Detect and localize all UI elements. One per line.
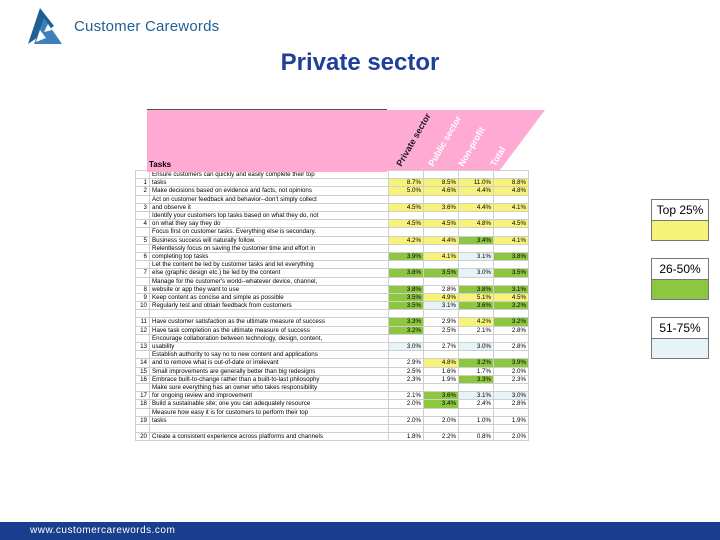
value-cell: 2.0% xyxy=(389,416,424,424)
value-cell xyxy=(389,277,424,285)
value-cell: 1.7% xyxy=(459,367,494,375)
brand-logo xyxy=(28,6,219,46)
value-cell xyxy=(424,212,459,220)
value-cell xyxy=(424,334,459,342)
value-cell: 4.1% xyxy=(494,236,529,244)
logo-triangle-icon xyxy=(28,6,68,46)
task-cell: Create a consistent experience across platforms and channels xyxy=(150,433,389,441)
legend-swatch xyxy=(652,221,708,240)
row-number: 17 xyxy=(136,392,150,400)
value-cell xyxy=(424,244,459,252)
task-cell: Let the content be led by customer tasks and let everything xyxy=(150,261,389,269)
value-cell: 2.0% xyxy=(494,367,529,375)
value-cell: 3.0% xyxy=(459,343,494,351)
row-number xyxy=(136,310,150,318)
value-cell: 1.8% xyxy=(389,433,424,441)
page-title: Private sector xyxy=(280,49,440,76)
tasks-table xyxy=(135,108,529,441)
value-cell: 5.0% xyxy=(389,187,424,195)
value-cell xyxy=(424,195,459,203)
value-cell: 2.8% xyxy=(494,400,529,408)
value-cell xyxy=(459,425,494,433)
table-header xyxy=(135,108,510,170)
value-cell: 4.8% xyxy=(424,359,459,367)
value-cell: 4.5% xyxy=(424,220,459,228)
table-row xyxy=(136,179,529,187)
value-cell: 3.8% xyxy=(389,285,424,293)
value-cell xyxy=(494,384,529,392)
value-cell: 2.0% xyxy=(389,400,424,408)
value-cell: 3.0% xyxy=(389,343,424,351)
value-cell xyxy=(494,334,529,342)
value-cell xyxy=(424,261,459,269)
legend-swatch xyxy=(652,280,708,299)
value-cell: 4.5% xyxy=(494,294,529,302)
value-cell: 3.2% xyxy=(459,359,494,367)
value-cell xyxy=(459,334,494,342)
value-cell xyxy=(389,228,424,236)
value-cell: 3.6% xyxy=(424,203,459,211)
value-cell: 2.5% xyxy=(424,326,459,334)
column-header: Non-profit xyxy=(456,125,487,168)
task-cell xyxy=(150,425,389,433)
value-cell xyxy=(494,310,529,318)
table-row xyxy=(136,236,529,244)
task-cell: on what they say they do xyxy=(150,220,389,228)
table-row xyxy=(136,343,529,351)
value-cell: 3.1% xyxy=(459,392,494,400)
value-cell: 3.4% xyxy=(424,400,459,408)
value-cell: 3.1% xyxy=(494,285,529,293)
row-number: 5 xyxy=(136,236,150,244)
value-cell: 3.5% xyxy=(389,302,424,310)
value-cell: 2.3% xyxy=(494,375,529,383)
table-row xyxy=(136,400,529,408)
table-row xyxy=(136,203,529,211)
column-header: Public sector xyxy=(426,114,464,168)
table-row xyxy=(136,220,529,228)
task-cell: Manage for the customer's world--whatever device, channel, xyxy=(150,277,389,285)
table-row xyxy=(136,195,529,203)
value-cell: 4.5% xyxy=(494,220,529,228)
row-number xyxy=(136,277,150,285)
value-cell: 8.8% xyxy=(494,179,529,187)
row-number: 16 xyxy=(136,375,150,383)
task-cell: Make decisions based on evidence and facts, not opinions xyxy=(150,187,389,195)
row-number: 8 xyxy=(136,285,150,293)
value-cell: 3.0% xyxy=(494,392,529,400)
value-cell xyxy=(459,351,494,359)
task-cell: and to remove what is out-of-date or irrelevant xyxy=(150,359,389,367)
table-row xyxy=(136,416,529,424)
value-cell: 4.4% xyxy=(459,203,494,211)
value-cell: 3.8% xyxy=(459,285,494,293)
value-cell: 2.2% xyxy=(424,433,459,441)
value-cell: 2.1% xyxy=(459,326,494,334)
table-row xyxy=(136,318,529,326)
value-cell xyxy=(389,261,424,269)
table-row xyxy=(136,277,529,285)
task-cell: Encourage collaboration between technology, design, content, xyxy=(150,334,389,342)
row-number xyxy=(136,384,150,392)
value-cell: 3.3% xyxy=(459,375,494,383)
value-cell xyxy=(389,384,424,392)
task-cell: Embrace built-to-change rather than a built-to-last philosophy xyxy=(150,375,389,383)
row-number xyxy=(136,261,150,269)
row-number xyxy=(136,351,150,359)
value-cell: 2.5% xyxy=(389,367,424,375)
table-row xyxy=(136,433,529,441)
legend-label: 51-75% xyxy=(652,318,708,339)
value-cell: 3.2% xyxy=(389,326,424,334)
value-cell: 2.8% xyxy=(494,326,529,334)
value-cell: 1.9% xyxy=(494,416,529,424)
column-header: Private sector xyxy=(394,111,433,168)
task-cell: website or app they want to use xyxy=(150,285,389,293)
table-row xyxy=(136,269,529,277)
legend-item xyxy=(651,317,709,359)
footer-website: www.customercarewords.com xyxy=(30,525,176,536)
task-cell: Regularly test and obtain feedback from customers xyxy=(150,302,389,310)
task-cell: Have task completion as the ultimate measure of success xyxy=(150,326,389,334)
task-cell: usability xyxy=(150,343,389,351)
table-row xyxy=(136,302,529,310)
value-cell xyxy=(459,228,494,236)
value-cell: 2.8% xyxy=(494,343,529,351)
task-cell: Small improvements are generally better than big redesigns xyxy=(150,367,389,375)
value-cell xyxy=(494,408,529,416)
value-cell: 3.9% xyxy=(494,359,529,367)
task-cell: Make sure everything has an owner who takes responsibility xyxy=(150,384,389,392)
value-cell: 5.1% xyxy=(459,294,494,302)
task-cell: for ongoing review and improvement xyxy=(150,392,389,400)
task-cell: tasks xyxy=(150,179,389,187)
value-cell: 4.1% xyxy=(494,203,529,211)
row-number: 7 xyxy=(136,269,150,277)
task-cell: Act on customer feedback and behavior--don't simply collect xyxy=(150,195,389,203)
value-cell xyxy=(424,310,459,318)
task-cell: Identify your customers top tasks based on what they do, not xyxy=(150,212,389,220)
row-number: 9 xyxy=(136,294,150,302)
value-cell xyxy=(494,277,529,285)
value-cell: 3.8% xyxy=(389,269,424,277)
value-cell: 3.0% xyxy=(459,269,494,277)
value-cell xyxy=(459,277,494,285)
value-cell: 3.1% xyxy=(424,302,459,310)
value-cell: 11.0% xyxy=(459,179,494,187)
legend-item xyxy=(651,258,709,300)
table-row xyxy=(136,326,529,334)
table-row xyxy=(136,244,529,252)
row-number: 13 xyxy=(136,343,150,351)
table-row xyxy=(136,253,529,261)
task-cell: Have customer satisfaction as the ultimate measure of success xyxy=(150,318,389,326)
row-number: 19 xyxy=(136,416,150,424)
value-cell: 1.9% xyxy=(424,375,459,383)
value-cell: 2.0% xyxy=(494,433,529,441)
value-cell: 3.8% xyxy=(494,253,529,261)
task-cell: Measure how easy it is for customers to perform their top xyxy=(150,408,389,416)
value-cell: 3.3% xyxy=(389,318,424,326)
task-cell: and observe it xyxy=(150,203,389,211)
legend-label: 26-50% xyxy=(652,259,708,280)
row-number xyxy=(136,334,150,342)
task-cell: Ensure customers can quickly and easily complete their top xyxy=(150,171,389,179)
table-row xyxy=(136,367,529,375)
row-number: 2 xyxy=(136,187,150,195)
row-number xyxy=(136,228,150,236)
legend-label: Top 25% xyxy=(652,200,708,221)
value-cell xyxy=(494,212,529,220)
table-row xyxy=(136,285,529,293)
value-cell xyxy=(494,195,529,203)
row-number: 15 xyxy=(136,367,150,375)
task-cell xyxy=(150,310,389,318)
value-cell xyxy=(424,408,459,416)
value-cell: 2.3% xyxy=(389,375,424,383)
value-cell: 3.6% xyxy=(459,302,494,310)
row-number: 10 xyxy=(136,302,150,310)
value-cell: 4.1% xyxy=(424,253,459,261)
value-cell xyxy=(424,384,459,392)
value-cell: 3.1% xyxy=(459,253,494,261)
table-row xyxy=(136,392,529,400)
value-cell xyxy=(424,277,459,285)
table-row xyxy=(136,375,529,383)
value-cell xyxy=(494,228,529,236)
table-row xyxy=(136,351,529,359)
task-cell: else (graphic design etc.) be led by the content xyxy=(150,269,389,277)
table-row xyxy=(136,384,529,392)
table-row xyxy=(136,261,529,269)
task-cell: Establish authority to say no to new content and applications xyxy=(150,351,389,359)
task-cell: completing top tasks xyxy=(150,253,389,261)
value-cell: 3.5% xyxy=(424,269,459,277)
value-cell xyxy=(389,408,424,416)
value-cell: 2.9% xyxy=(389,359,424,367)
task-cell: Business success will naturally follow. xyxy=(150,236,389,244)
value-cell xyxy=(459,212,494,220)
value-cell: 2.9% xyxy=(424,318,459,326)
row-number: 1 xyxy=(136,179,150,187)
column-header: Total xyxy=(488,144,508,168)
value-cell xyxy=(389,425,424,433)
row-number: 12 xyxy=(136,326,150,334)
table-row xyxy=(136,334,529,342)
value-cell: 3.4% xyxy=(459,236,494,244)
value-cell xyxy=(424,228,459,236)
value-cell xyxy=(459,384,494,392)
value-cell xyxy=(494,351,529,359)
value-cell xyxy=(459,244,494,252)
row-number: 14 xyxy=(136,359,150,367)
value-cell: 3.9% xyxy=(389,253,424,261)
value-cell: 8.7% xyxy=(389,179,424,187)
value-cell: 4.5% xyxy=(389,220,424,228)
task-cell: tasks xyxy=(150,416,389,424)
value-cell xyxy=(389,351,424,359)
value-cell: 4.9% xyxy=(424,294,459,302)
value-cell xyxy=(459,408,494,416)
value-cell xyxy=(459,261,494,269)
row-number xyxy=(136,212,150,220)
value-cell: 1.6% xyxy=(424,367,459,375)
value-cell: 3.5% xyxy=(389,294,424,302)
value-cell: 4.8% xyxy=(494,187,529,195)
row-number xyxy=(136,408,150,416)
value-cell xyxy=(494,244,529,252)
row-number: 6 xyxy=(136,253,150,261)
value-cell: 3.5% xyxy=(494,269,529,277)
value-cell: 4.2% xyxy=(459,318,494,326)
table-row xyxy=(136,212,529,220)
table-row xyxy=(136,310,529,318)
task-cell: Focus first on customer tasks. Everything else is secondary. xyxy=(150,228,389,236)
table-row xyxy=(136,187,529,195)
row-number: 20 xyxy=(136,433,150,441)
table-row xyxy=(136,408,529,416)
value-cell: 8.5% xyxy=(424,179,459,187)
value-cell xyxy=(494,425,529,433)
value-cell: 2.0% xyxy=(424,416,459,424)
value-cell xyxy=(424,425,459,433)
value-cell: 4.4% xyxy=(459,187,494,195)
value-cell xyxy=(424,351,459,359)
row-number: 11 xyxy=(136,318,150,326)
task-cell: Keep content as concise and simple as possible xyxy=(150,294,389,302)
table-row xyxy=(136,425,529,433)
row-number: 3 xyxy=(136,203,150,211)
legend-item xyxy=(651,199,709,241)
legend-swatch xyxy=(652,339,708,358)
value-cell xyxy=(389,212,424,220)
value-cell xyxy=(459,310,494,318)
table-row xyxy=(136,359,529,367)
row-number xyxy=(136,244,150,252)
value-cell xyxy=(389,195,424,203)
data-table xyxy=(135,170,529,441)
value-cell: 2.4% xyxy=(459,400,494,408)
value-cell: 2.8% xyxy=(424,285,459,293)
tasks-column-label: Tasks xyxy=(149,160,172,169)
row-number xyxy=(136,425,150,433)
value-cell: 4.8% xyxy=(459,220,494,228)
value-cell: 2.7% xyxy=(424,343,459,351)
value-cell: 4.6% xyxy=(424,187,459,195)
value-cell xyxy=(459,195,494,203)
value-cell: 4.5% xyxy=(389,203,424,211)
value-cell xyxy=(389,310,424,318)
value-cell: 3.6% xyxy=(424,392,459,400)
value-cell xyxy=(389,334,424,342)
row-number: 4 xyxy=(136,220,150,228)
value-cell: 2.1% xyxy=(389,392,424,400)
footer-bar xyxy=(0,522,720,540)
value-cell xyxy=(494,261,529,269)
value-cell: 4.2% xyxy=(389,236,424,244)
value-cell: 1.0% xyxy=(459,416,494,424)
value-cell: 4.4% xyxy=(424,236,459,244)
value-cell: 3.2% xyxy=(494,302,529,310)
brand-name: Customer Carewords xyxy=(74,17,220,35)
value-cell: 3.2% xyxy=(494,318,529,326)
table-row xyxy=(136,294,529,302)
value-cell: 0.8% xyxy=(459,433,494,441)
row-number xyxy=(136,195,150,203)
table-row xyxy=(136,228,529,236)
value-cell xyxy=(389,244,424,252)
task-cell: Relentlessly focus on saving the customer time and effort in xyxy=(150,244,389,252)
row-number: 18 xyxy=(136,400,150,408)
task-cell: Build a sustainable site; one you can adequately resource xyxy=(150,400,389,408)
